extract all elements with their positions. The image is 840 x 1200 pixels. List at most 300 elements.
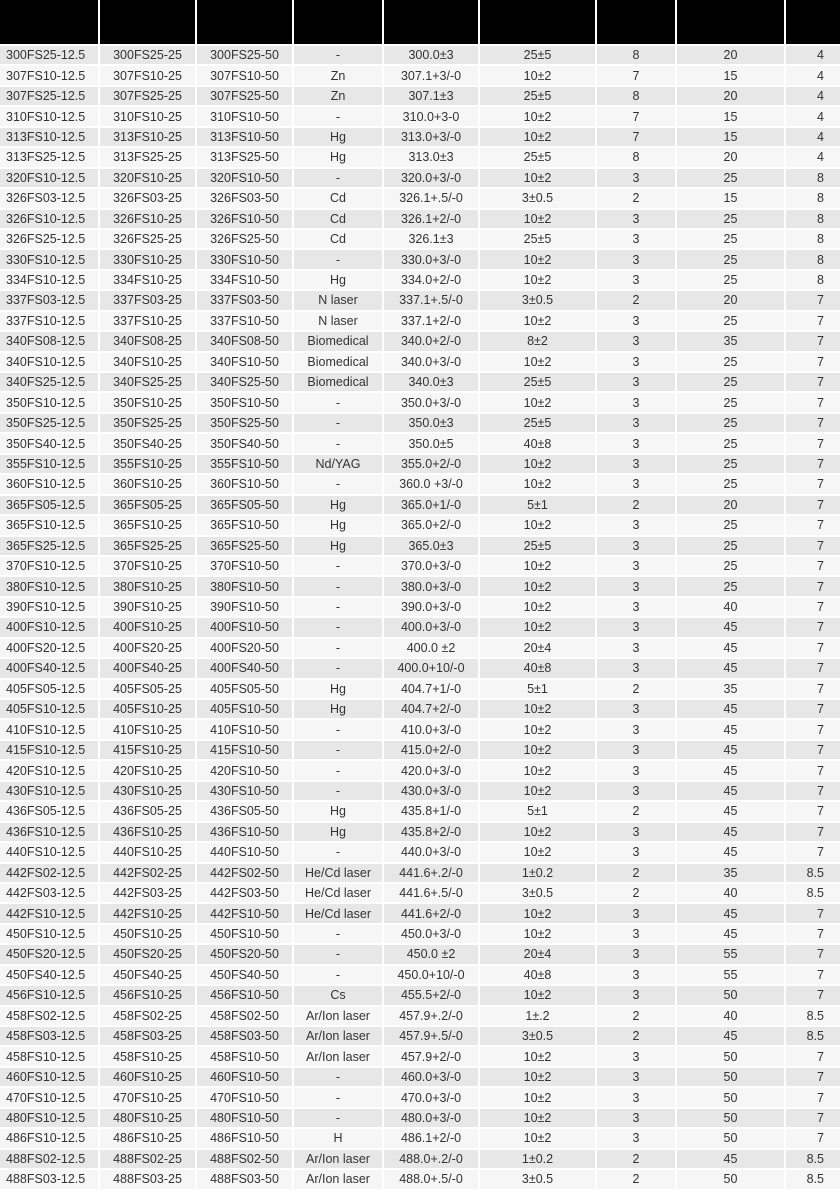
table-cell: 45 [677,700,784,718]
table-cell: 350FS10-50 [197,393,292,411]
table-cell: 450FS10-12.5 [0,925,98,943]
table-cell: 7 [786,537,840,555]
table-cell: 25 [677,271,784,289]
table-row [0,128,840,146]
table-cell: 340FS08-12.5 [0,332,98,350]
table-cell: 40±8 [480,659,595,677]
table-cell: 8.5 [786,884,840,902]
table-cell: 7 [786,823,840,841]
table-cell: 330FS10-12.5 [0,250,98,268]
table-cell: 436FS05-50 [197,802,292,820]
table-cell: 326FS03-25 [100,189,195,207]
table-cell: Hg [294,128,382,146]
table-cell: - [294,250,382,268]
table-cell: 20 [677,291,784,309]
table-cell: 55 [677,945,784,963]
table-cell: 3 [597,986,675,1004]
table-cell: 4 [786,46,840,64]
table-cell: 40 [677,1007,784,1025]
table-cell: 50 [677,1170,784,1188]
table-cell: He/Cd laser [294,864,382,882]
table-row [0,46,840,64]
table-cell: 2 [597,680,675,698]
table-cell: 313FS10-12.5 [0,128,98,146]
table-cell: 355FS10-25 [100,455,195,473]
table-cell: 340FS10-25 [100,353,195,371]
table-cell: 334FS10-12.5 [0,271,98,289]
table-cell: 340FS10-50 [197,353,292,371]
table-cell: 10±2 [480,577,595,595]
table-cell: 486FS10-12.5 [0,1129,98,1147]
table-cell: 370.0+3/-0 [384,557,478,575]
table-cell: 365.0+2/-0 [384,516,478,534]
table-row [0,210,840,228]
table-cell: 365FS10-12.5 [0,516,98,534]
table-cell: 3 [597,230,675,248]
table-cell: 300FS25-25 [100,46,195,64]
table-cell: 25 [677,393,784,411]
table-cell: 415FS10-12.5 [0,741,98,759]
header-row [0,0,840,44]
table-cell: 450FS40-12.5 [0,966,98,984]
table-cell: 380FS10-50 [197,577,292,595]
table-cell: 3 [597,720,675,738]
table-cell: 25 [677,455,784,473]
table-cell: 355FS10-12.5 [0,455,98,473]
table-cell: 3 [597,414,675,432]
table-cell: 45 [677,659,784,677]
table-cell: 337.1+.5/-0 [384,291,478,309]
table-cell: 365FS05-50 [197,496,292,514]
table-cell: 15 [677,107,784,125]
table-cell: 340.0+2/-0 [384,332,478,350]
table-cell: Biomedical [294,373,382,391]
table-cell: 40 [677,598,784,616]
table-cell: 436FS05-12.5 [0,802,98,820]
table-cell: 7 [597,107,675,125]
table-cell: 8 [786,189,840,207]
table-cell: 4 [786,128,840,146]
table-row [0,393,840,411]
table-cell: - [294,639,382,657]
table-cell: 3 [597,271,675,289]
table-cell: 326FS25-12.5 [0,230,98,248]
table-row [0,66,840,84]
table-cell: 3 [597,250,675,268]
table-cell: 460FS10-12.5 [0,1068,98,1086]
table-row [0,353,840,371]
table-cell: 300FS25-50 [197,46,292,64]
table-cell: 350.0±5 [384,434,478,452]
table-cell: 400FS40-25 [100,659,195,677]
table-cell: 2 [597,1170,675,1188]
table-cell: 3 [597,741,675,759]
table-row [0,782,840,800]
table-cell: 40 [677,884,784,902]
table-cell: - [294,107,382,125]
table-cell: - [294,393,382,411]
table-row [0,148,840,166]
table-row [0,761,840,779]
table-cell: 8 [786,230,840,248]
table-row [0,1170,840,1188]
table-cell: 45 [677,925,784,943]
table-cell: 3 [597,598,675,616]
table-cell: 458FS10-50 [197,1047,292,1065]
table-cell: 20±4 [480,945,595,963]
table-cell: 380.0+3/-0 [384,577,478,595]
table-cell: 3 [597,618,675,636]
table-cell: 8.5 [786,1007,840,1025]
table-cell: 10±2 [480,455,595,473]
table-cell: Ar/Ion laser [294,1170,382,1188]
table-cell: 307FS10-25 [100,66,195,84]
table-cell: 45 [677,1150,784,1168]
table-cell: 25±5 [480,230,595,248]
table-cell: 7 [786,843,840,861]
table-cell: 488FS02-50 [197,1150,292,1168]
table-row [0,680,840,698]
table-cell: 340FS25-12.5 [0,373,98,391]
table-cell: 7 [786,700,840,718]
table-cell: - [294,925,382,943]
table-cell: 486.1+2/-0 [384,1129,478,1147]
table-cell: 7 [786,986,840,1004]
table-cell: 365FS10-50 [197,516,292,534]
table-cell: N laser [294,291,382,309]
table-cell: 441.6+2/-0 [384,904,478,922]
table-row [0,823,840,841]
table-cell: 25±5 [480,537,595,555]
table-row [0,945,840,963]
table-cell: 360FS10-25 [100,475,195,493]
table-cell: 450FS20-25 [100,945,195,963]
table-cell: 390FS10-12.5 [0,598,98,616]
table-cell: 488.0+.2/-0 [384,1150,478,1168]
table-cell: 10±2 [480,271,595,289]
table-cell: 460.0+3/-0 [384,1068,478,1086]
table-cell: 337FS10-12.5 [0,312,98,330]
table-cell: 3±0.5 [480,189,595,207]
table-cell: 400FS20-50 [197,639,292,657]
table-cell: 326FS03-50 [197,189,292,207]
table-row [0,1088,840,1106]
table-cell: 7 [786,496,840,514]
table-cell: 320.0+3/-0 [384,169,478,187]
table-cell: 25 [677,353,784,371]
table-cell: 350FS40-25 [100,434,195,452]
table-cell: 460FS10-25 [100,1068,195,1086]
table-cell: Nd/YAG [294,455,382,473]
table-cell: 7 [786,1129,840,1147]
table-cell: 307FS10-50 [197,66,292,84]
table-cell: 45 [677,639,784,657]
table-cell: 25 [677,373,784,391]
table-cell: 5±1 [480,496,595,514]
table-cell: - [294,618,382,636]
table-cell: 400FS40-50 [197,659,292,677]
table-cell: - [294,46,382,64]
table-cell: 25±5 [480,414,595,432]
table-cell: 458FS02-12.5 [0,1007,98,1025]
table-cell: 486FS10-25 [100,1129,195,1147]
table-cell: 3 [597,782,675,800]
table-row [0,87,840,105]
table-cell: 488.0+.5/-0 [384,1170,478,1188]
table-cell: 442FS03-50 [197,884,292,902]
table-cell: 7 [786,966,840,984]
table-cell: 10±2 [480,557,595,575]
table-cell: 3 [597,925,675,943]
table-cell: 330.0+3/-0 [384,250,478,268]
table-cell: 8 [597,87,675,105]
table-cell: 360FS10-12.5 [0,475,98,493]
table-cell: N laser [294,312,382,330]
table-cell: Cs [294,986,382,1004]
table-cell: 10±2 [480,128,595,146]
table-body [0,46,840,1189]
table-cell: 313FS25-25 [100,148,195,166]
table-row [0,414,840,432]
table-cell: 3±0.5 [480,291,595,309]
table-cell: 420FS10-50 [197,761,292,779]
table-row [0,700,840,718]
table-cell: 450FS40-25 [100,966,195,984]
table-cell: 3 [597,393,675,411]
table-cell: - [294,720,382,738]
table-cell: 50 [677,1088,784,1106]
table-cell: 3 [597,1129,675,1147]
table-cell: 405FS05-50 [197,680,292,698]
table-cell: Zn [294,87,382,105]
table-cell: 10±2 [480,598,595,616]
table-cell: 300FS25-12.5 [0,46,98,64]
table-cell: 10±2 [480,904,595,922]
table-cell: 7 [786,761,840,779]
table-cell: 40±8 [480,434,595,452]
table-cell: 7 [786,618,840,636]
table-cell: Hg [294,802,382,820]
table-cell: 405FS10-12.5 [0,700,98,718]
table-cell: 400FS40-12.5 [0,659,98,677]
table-row [0,455,840,473]
table-cell: 355FS10-50 [197,455,292,473]
table-cell: 8.5 [786,1027,840,1045]
table-cell: 8 [786,210,840,228]
table-cell: 326FS25-50 [197,230,292,248]
table-cell: 442FS10-25 [100,904,195,922]
table-cell: 1±0.2 [480,864,595,882]
table-cell: 7 [786,802,840,820]
table-cell: 442FS02-50 [197,864,292,882]
table-row [0,373,840,391]
table-cell: 8±2 [480,332,595,350]
table-cell: Hg [294,680,382,698]
header-cell [597,0,675,44]
table-row [0,720,840,738]
table-cell: 450.0 ±2 [384,945,478,963]
table-cell: 20±4 [480,639,595,657]
table-cell: 3 [597,1047,675,1065]
table-cell: 350FS25-12.5 [0,414,98,432]
table-cell: 35 [677,864,784,882]
table-cell: 334FS10-25 [100,271,195,289]
table-row [0,1109,840,1127]
table-cell: 8 [786,169,840,187]
table-cell: 7 [786,291,840,309]
table-row [0,434,840,452]
table-cell: 326.1±3 [384,230,478,248]
table-cell: 436FS10-50 [197,823,292,841]
table-cell: 25±5 [480,373,595,391]
table-cell: 8.5 [786,1150,840,1168]
table-cell: 405FS10-25 [100,700,195,718]
table-cell: 7 [786,720,840,738]
table-header [0,0,840,44]
table-row [0,1047,840,1065]
table-cell: 390FS10-25 [100,598,195,616]
table-cell: - [294,1068,382,1086]
table-row [0,312,840,330]
table-cell: 2 [597,496,675,514]
table-cell: 5±1 [480,680,595,698]
header-cell [480,0,595,44]
table-cell: - [294,659,382,677]
table-cell: 50 [677,1068,784,1086]
table-cell: 365FS10-25 [100,516,195,534]
table-cell: - [294,966,382,984]
table-cell: 10±2 [480,618,595,636]
table-cell: 7 [786,455,840,473]
table-cell: 50 [677,1109,784,1127]
table-cell: 25 [677,414,784,432]
table-cell: 25 [677,475,784,493]
table-cell: 25±5 [480,148,595,166]
table-cell: 430FS10-12.5 [0,782,98,800]
table-cell: Hg [294,537,382,555]
header-cell [384,0,478,44]
table-cell: 10±2 [480,761,595,779]
table-row [0,925,840,943]
table-cell: 330FS10-50 [197,250,292,268]
table-cell: 10±2 [480,782,595,800]
table-cell: 313FS25-12.5 [0,148,98,166]
table-cell: 430FS10-50 [197,782,292,800]
table-cell: 442FS10-50 [197,904,292,922]
table-cell: 458FS03-12.5 [0,1027,98,1045]
table-cell: 1±0.2 [480,1150,595,1168]
table-cell: 365.0±3 [384,537,478,555]
table-cell: 25 [677,312,784,330]
table-cell: 7 [786,312,840,330]
table-row [0,475,840,493]
table-cell: 3 [597,577,675,595]
table-row [0,659,840,677]
table-cell: 10±2 [480,1088,595,1106]
table-cell: 10±2 [480,516,595,534]
table-cell: 326.1+2/-0 [384,210,478,228]
table-cell: 10±2 [480,1047,595,1065]
table-cell: 25 [677,557,784,575]
table-cell: 337.1+2/-0 [384,312,478,330]
table-cell: 3±0.5 [480,884,595,902]
table-cell: 458FS03-50 [197,1027,292,1045]
table-cell: 400FS10-50 [197,618,292,636]
table-cell: 7 [786,475,840,493]
table-cell: 7 [786,434,840,452]
table-cell: 355.0+2/-0 [384,455,478,473]
table-cell: 7 [786,659,840,677]
table-cell: 8 [786,271,840,289]
table-cell: Biomedical [294,332,382,350]
table-row [0,1068,840,1086]
table-cell: 340FS10-12.5 [0,353,98,371]
table-cell: 380FS10-25 [100,577,195,595]
table-cell: 310FS10-50 [197,107,292,125]
table-cell: - [294,741,382,759]
table-cell: 480FS10-50 [197,1109,292,1127]
table-cell: 400.0+3/-0 [384,618,478,636]
table-cell: 10±2 [480,210,595,228]
table-cell: 25 [677,516,784,534]
table-cell: Biomedical [294,353,382,371]
table-cell: - [294,577,382,595]
table-cell: 7 [786,639,840,657]
table-cell: - [294,761,382,779]
table-cell: 3 [597,475,675,493]
table-cell: 10±2 [480,986,595,1004]
table-cell: 365FS25-50 [197,537,292,555]
table-cell: 450FS10-50 [197,925,292,943]
table-cell: 400FS10-25 [100,618,195,636]
table-cell: H [294,1129,382,1147]
table-cell: 470FS10-12.5 [0,1088,98,1106]
table-cell: 55 [677,966,784,984]
header-cell [294,0,382,44]
table-cell: 25 [677,230,784,248]
table-cell: 10±2 [480,925,595,943]
table-cell: 440FS10-12.5 [0,843,98,861]
table-cell: 50 [677,1047,784,1065]
table-cell: 313FS25-50 [197,148,292,166]
table-cell: 20 [677,46,784,64]
table-cell: 7 [786,353,840,371]
table-cell: 340FS25-25 [100,373,195,391]
table-cell: - [294,475,382,493]
table-row [0,189,840,207]
table-cell: 10±2 [480,66,595,84]
table-cell: 456FS10-50 [197,986,292,1004]
table-cell: 350.0±3 [384,414,478,432]
table-cell: 400FS20-25 [100,639,195,657]
table-cell: 360FS10-50 [197,475,292,493]
table-cell: 440FS10-25 [100,843,195,861]
table-row [0,618,840,636]
table-cell: 3±0.5 [480,1170,595,1188]
table-cell: 10±2 [480,843,595,861]
table-row [0,107,840,125]
table-cell: 326FS03-12.5 [0,189,98,207]
table-cell: - [294,169,382,187]
table-cell: 2 [597,802,675,820]
table-cell: 404.7+1/-0 [384,680,478,698]
table-cell: 45 [677,761,784,779]
table-row [0,741,840,759]
table-cell: 8.5 [786,1170,840,1188]
table-cell: 25 [677,250,784,268]
table-cell: 10±2 [480,169,595,187]
table-cell: 10±2 [480,1068,595,1086]
